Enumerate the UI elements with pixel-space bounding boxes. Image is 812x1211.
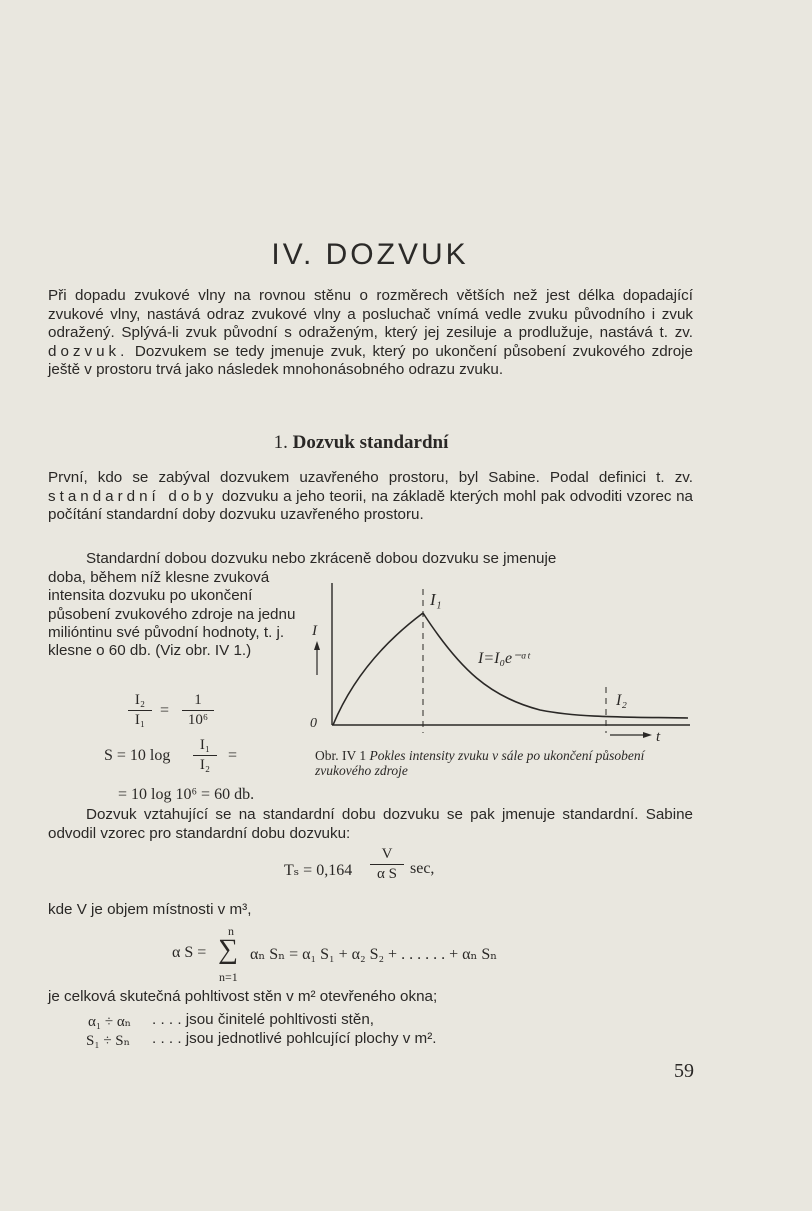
alpha-symbol: α₁ ÷ αₙ [88, 1014, 132, 1030]
caption-prefix: Obr. IV 1 [315, 748, 367, 763]
para3-first-line: Standardní dobou dozvuku nebo zkráceně dobou dozvuku se jmenuje [86, 550, 557, 567]
ratio-numerator: I₂ [134, 692, 146, 708]
s-equation-line2: = 10 log 10⁶ = 60 db. [118, 786, 255, 803]
s-symbol: S₁ ÷ Sₙ [86, 1033, 131, 1049]
para2-text-2: dozvuku a jeho teorii, na základě kterých mohl pak odvoditi vzorec na počítání standardní doby dozvuku uzavřeného prostoru. [48, 487, 693, 523]
intro-text-1: Při dopadu zvukové vlny na rovnou stěnu o rozměrech větších než jest délka dopadající zvukové vlny, nastává odraz zvukové vlny a posluchač vnímá vedle zvuku původního i zvuk odražený. Splývá-li zvuk původní s odraženým, který jej zesiluje a prodlužuje, nastává t. zv. [48, 287, 693, 341]
caption-text: Pokles intensity zvuku v sále po ukončení působení zvukového zdroje [315, 748, 645, 778]
peak-label: I₁ [430, 590, 442, 609]
intro-text-2: Dozvukem se tedy jmenuje zvuk, který po ukončení působení zvukového zdroje ještě v prostoru trvá jako následek mnohonásobného odrazu zvuku. [48, 342, 693, 378]
ts-numerator: V [381, 846, 393, 862]
rise-curve [333, 613, 423, 725]
para2-spaced-term: standardní doby [48, 487, 218, 505]
para3-wrapped-text: doba, během níž klesne zvuková intensita dozvuku po ukončení působení zvukového zdroje na jednu milióntinu své původní hodnoty, t. j. klesne o 60 db. (Viz obr. IV 1.) [48, 569, 296, 660]
sum-sigma: ∑ [218, 934, 238, 965]
ratio-fraction-left [128, 692, 152, 729]
x-arrow-head [643, 732, 652, 738]
s-equation-equals: = [228, 747, 238, 764]
sum-bottom-index: n=1 [219, 970, 238, 984]
section-heading [0, 432, 722, 454]
y-axis-label: I [312, 623, 317, 639]
intro-spaced-term: dozvuk. [48, 342, 129, 360]
para2-text-1: První, kdo se zabýval dozvukem uzavřeného prostoru, byl Sabine. Podal definici t. zv. [48, 469, 693, 486]
ratio-denominator: I₁ [134, 712, 146, 728]
alpha-definition: . . . . jsou činitelé pohltivosti stěn, [152, 1011, 375, 1028]
para5: kde V je objem místnosti v m³, [48, 901, 252, 918]
x-axis-label: t [656, 729, 661, 745]
definition-paragraph [48, 469, 693, 525]
ratio-right-numerator: 1 [194, 692, 202, 708]
para6: je celková skutečná pohltivost stěn v m² otevřeného okna; [48, 988, 438, 1005]
sum-lhs: α S = [172, 944, 207, 961]
ts-fraction [370, 846, 404, 883]
figure-caption [315, 748, 695, 778]
ratio-right-denominator: 10⁶ [187, 712, 209, 728]
end-label: I₂ [616, 692, 627, 709]
s-fraction [193, 737, 217, 774]
ts-lhs: Tₛ = 0,164 [284, 862, 353, 879]
chapter-title: IV. DOZVUK [271, 238, 469, 271]
section-number: 1. [273, 432, 288, 453]
formula-label: I=I₀e⁻ᵅᵗ [478, 650, 530, 667]
decay-curve [423, 613, 688, 718]
s-definition: . . . . jsou jednotlivé pohlcující plochy v m². [152, 1030, 437, 1047]
origin-label: 0 [310, 716, 317, 731]
para4: Dozvuk vztahující se na standardní dobu dozvuku se pak jmenuje standardní. Sabine odvodil vzorec pro standardní dobu dozvuku: [48, 806, 693, 842]
s-denominator: I₂ [199, 757, 211, 773]
ratio-fraction-right [182, 692, 214, 729]
y-arrow-head [314, 641, 320, 650]
sum-rhs: αₙ Sₙ = α₁ S₁ + α₂ S₂ + . . . . . . + αₙ Sₙ [250, 946, 498, 963]
intro-paragraph [48, 287, 693, 380]
s-equation-lhs: S = 10 log [104, 747, 171, 764]
ratio-equals: = [160, 702, 170, 719]
ts-unit: sec, [410, 860, 435, 877]
section-title: Dozvuk standardní [292, 432, 449, 453]
page-number: 59 [674, 1060, 694, 1082]
sum-top-index: n [228, 924, 234, 938]
s-numerator: I₁ [199, 737, 211, 753]
ts-denominator: α S [377, 866, 397, 882]
decay-figure [300, 575, 695, 745]
